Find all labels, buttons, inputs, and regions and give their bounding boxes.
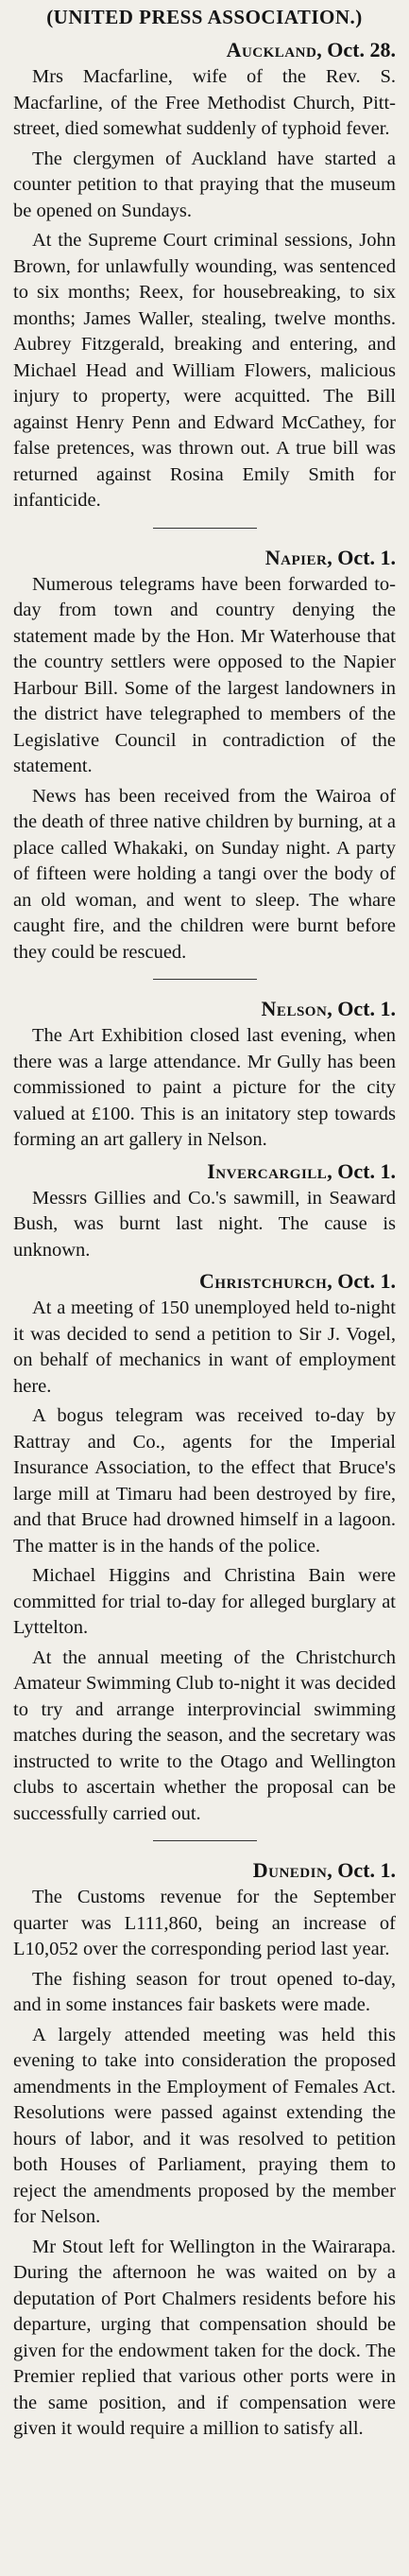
dateline: Invercargill, Oct. 1. bbox=[207, 1158, 396, 1183]
dateline: Napier, Oct. 1. bbox=[264, 545, 396, 569]
section-divider bbox=[153, 979, 257, 980]
news-paragraph: Messrs Gillies and Co.'s sawmill, in Seaward Bush, was burnt last night. The cause is unknown. bbox=[13, 1187, 396, 1261]
dateline-place: Dunedin bbox=[252, 1858, 328, 1882]
news-paragraph: The clergymen of Auckland have started a counter petition to that praying that the museum be opened on Sundays. bbox=[13, 148, 396, 221]
dateline-date: Oct. 1. bbox=[337, 1158, 396, 1183]
news-section-napier bbox=[13, 544, 396, 966]
dateline-date: Oct. 1. bbox=[337, 1858, 396, 1882]
news-paragraph: Mr Stout left for Wellington in the Wairarapa. During the afternoon he was waited on by a deputation of Port Chalmers residents before his departure, urging that compensation should be given for the endowment taken for the dock. The Premier replied that various other ports were in the same position, and if compensation were given it would require a million to satisfy all. bbox=[13, 2236, 396, 2439]
news-section-dunedin bbox=[13, 1856, 396, 2443]
dateline-date: Oct. 1. bbox=[337, 1269, 396, 1293]
news-section-invercargill bbox=[13, 1157, 396, 1264]
news-paragraph: A bogus telegram was received to-day by Rattray and Co., agents for the Imperial Insurance Association, to the effect that Bruce's large mill at Timaru had been destroyed by fire, and that Bruce had drowned himself in a lagoon. The matter is in the hands of the police. bbox=[13, 1405, 396, 1557]
dateline-date: Oct. 1. bbox=[337, 545, 396, 569]
news-section-christchurch bbox=[13, 1267, 396, 1827]
dateline-date: Oct. 1. bbox=[337, 997, 396, 1020]
news-paragraph: At the Supreme Court criminal sessions, John Brown, for unlawfully wounding, was sentenced to six months; Reex, for housebreaking, to six months; James Waller, stealing, twelve months. Aubrey Fitzgerald, breaking and entering, and Michael Head and William Flowers, malicious injury to property, were acquitted. The Bill against Henry Penn and Edward McCathey, for false pretences, was thrown out. A true bill was returned against Rosina Emily Smith for infanticide. bbox=[13, 230, 396, 511]
dateline: Nelson, Oct. 1. bbox=[261, 997, 396, 1020]
news-paragraph: A largely attended meeting was held this evening to take into consideration the proposed amendments in the Employment of Females Act. Resolutions were passed against extending the hours of labor, and it was resolved to petition both Houses of Parliament, praying them to reject the amendments proposed by the member for Nelson. bbox=[13, 2024, 396, 2227]
agency-heading: (UNITED PRESS ASSOCIATION.) bbox=[46, 6, 363, 28]
news-section-auckland bbox=[13, 36, 396, 514]
dateline: Christchurch, Oct. 1. bbox=[199, 1269, 396, 1293]
news-paragraph: Mrs Macfarline, wife of the Rev. S. Macfarline, of the Free Methodist Church, Pitt-street, died somewhat suddenly of typhoid fever. bbox=[13, 66, 396, 139]
dateline-place: Napier bbox=[264, 545, 328, 569]
news-paragraph: At the annual meeting of the Christchurch Amateur Swimming Club to-night it was decided to try and arrange interprovincial swimming matches during the season, and the secretary was instructed to write to the Otago and Wellington clubs to ascertain whether the proposal can be successfully carried out. bbox=[13, 1646, 396, 1824]
news-paragraph: At a meeting of 150 unemployed held to-night it was decided to send a petition to Sir J. Vogel, on behalf of mechanics in want of employment here. bbox=[13, 1297, 396, 1397]
news-section-nelson bbox=[13, 995, 396, 1154]
dateline-place: Invercargill bbox=[207, 1158, 328, 1183]
section-divider bbox=[153, 1840, 257, 1841]
news-paragraph: Michael Higgins and Christina Bain were committed for trial to-day for alleged burglary at Lyttelton. bbox=[13, 1565, 396, 1638]
dateline: Dunedin, Oct. 1. bbox=[252, 1858, 396, 1882]
dateline: Auckland, Oct. 28. bbox=[226, 38, 396, 61]
news-paragraph: The Customs revenue for the September quarter was L111,860, being an increase of L10,052 over the corresponding period last year. bbox=[13, 1887, 396, 1959]
news-paragraph: News has been received from the Wairoa of the death of three native children by burning, at a place called Whakaki, on Sunday night. A party of fifteen were holding a tangi over the body of an old woman, and went to sleep. The whare caught fire, and the children were burnt before they could be rescued. bbox=[13, 785, 396, 963]
dateline-date: Oct. 28. bbox=[327, 38, 396, 61]
dateline-place: Nelson bbox=[261, 997, 328, 1020]
news-paragraph: Numerous telegrams have been forwarded to-day from town and country denying the statement made by the Hon. Mr Waterhouse that the country settlers were opposed to the Napier Harbour Bill. Some of the largest landowners in the district have telegraphed to members of the Legislative Council in contradiction of the statement. bbox=[13, 573, 396, 776]
news-paragraph: The fishing season for trout opened to-day, and in some instances fair baskets were made. bbox=[13, 1968, 396, 2015]
dateline-place: Christchurch bbox=[199, 1269, 328, 1293]
dateline-place: Auckland bbox=[226, 38, 317, 61]
section-divider bbox=[153, 528, 257, 529]
news-paragraph: The Art Exhibition closed last evening, when there was a large attendance. Mr Gully has been commissioned to paint a picture for the city valued at £100. This is an initatory step towards forming an art gallery in Nelson. bbox=[13, 1025, 396, 1150]
